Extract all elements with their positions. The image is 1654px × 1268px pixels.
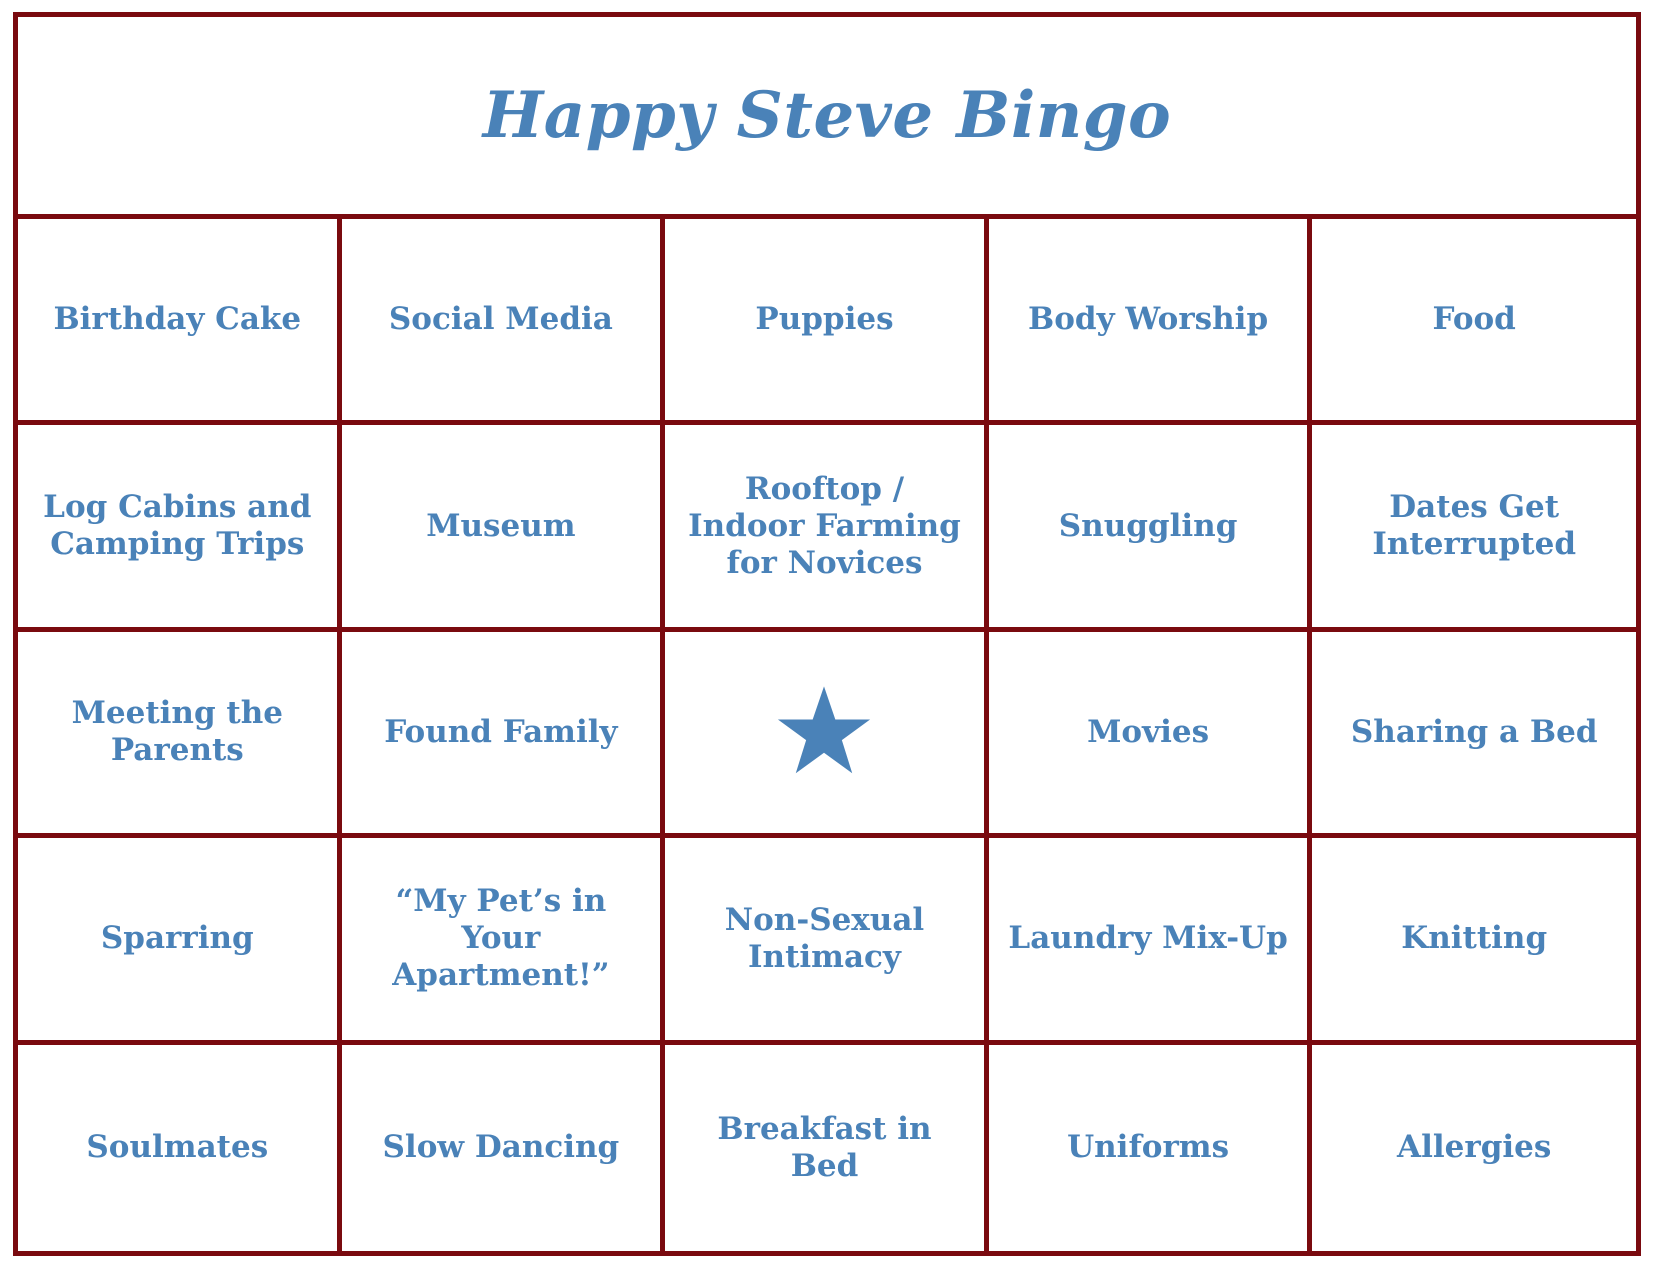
cell-label: Social Media bbox=[388, 301, 613, 338]
cell-label: “My Pet’s in Your Apartment!” bbox=[392, 883, 610, 994]
title-banner bbox=[18, 17, 1636, 219]
bingo-cell[interactable] bbox=[342, 632, 666, 838]
cell-label: Breakfast in Bed bbox=[717, 1110, 932, 1184]
page-title: Happy Steve Bingo bbox=[482, 78, 1172, 153]
cell-label: Puppies bbox=[755, 301, 894, 338]
bingo-cell[interactable] bbox=[18, 1045, 342, 1251]
bingo-cell[interactable] bbox=[989, 219, 1313, 425]
cell-label: Museum bbox=[426, 507, 576, 544]
bingo-cell[interactable] bbox=[342, 838, 666, 1044]
cell-label: Rooftop / Indoor Farming for Novices bbox=[688, 470, 961, 581]
bingo-cell[interactable] bbox=[665, 838, 989, 1044]
bingo-cell[interactable] bbox=[989, 1045, 1313, 1251]
bingo-cell[interactable] bbox=[1312, 1045, 1636, 1251]
bingo-cell[interactable] bbox=[665, 425, 989, 631]
cell-label: Snuggling bbox=[1058, 507, 1238, 544]
bingo-cell[interactable] bbox=[989, 632, 1313, 838]
cell-label: Uniforms bbox=[1067, 1129, 1230, 1166]
cell-label: Log Cabins and Camping Trips bbox=[43, 489, 312, 563]
cell-label: Body Worship bbox=[1028, 301, 1269, 338]
bingo-cell[interactable] bbox=[665, 219, 989, 425]
cell-label: Food bbox=[1432, 301, 1516, 338]
cell-label: Knitting bbox=[1401, 920, 1548, 957]
bingo-cell[interactable] bbox=[18, 425, 342, 631]
cell-label: Found Family bbox=[384, 713, 618, 750]
cell-label: Non-Sexual Intimacy bbox=[724, 901, 925, 975]
cell-label: Sharing a Bed bbox=[1350, 713, 1598, 750]
bingo-cell[interactable] bbox=[342, 219, 666, 425]
bingo-cell[interactable] bbox=[989, 838, 1313, 1044]
bingo-cell[interactable] bbox=[1312, 838, 1636, 1044]
bingo-card bbox=[13, 12, 1641, 1256]
cell-label: Laundry Mix-Up bbox=[1008, 920, 1288, 957]
bingo-cell[interactable] bbox=[1312, 632, 1636, 838]
cell-label: Meeting the Parents bbox=[71, 695, 284, 769]
bingo-cell[interactable] bbox=[18, 838, 342, 1044]
bingo-cell[interactable] bbox=[1312, 425, 1636, 631]
star-icon bbox=[776, 686, 872, 778]
cell-label: Slow Dancing bbox=[382, 1129, 620, 1166]
bingo-cell[interactable] bbox=[1312, 219, 1636, 425]
cell-label: Dates Get Interrupted bbox=[1372, 489, 1577, 563]
cell-label: Sparring bbox=[100, 920, 254, 957]
bingo-cell[interactable] bbox=[18, 219, 342, 425]
bingo-cell[interactable] bbox=[342, 1045, 666, 1251]
bingo-cell[interactable] bbox=[18, 632, 342, 838]
cell-label: Allergies bbox=[1397, 1129, 1552, 1166]
bingo-cell[interactable] bbox=[665, 1045, 989, 1251]
bingo-cell[interactable] bbox=[989, 425, 1313, 631]
free-space-cell[interactable] bbox=[665, 632, 989, 838]
cell-label: Birthday Cake bbox=[53, 301, 302, 338]
cell-label: Movies bbox=[1087, 713, 1210, 750]
cell-label: Soulmates bbox=[86, 1129, 269, 1166]
bingo-cell[interactable] bbox=[342, 425, 666, 631]
